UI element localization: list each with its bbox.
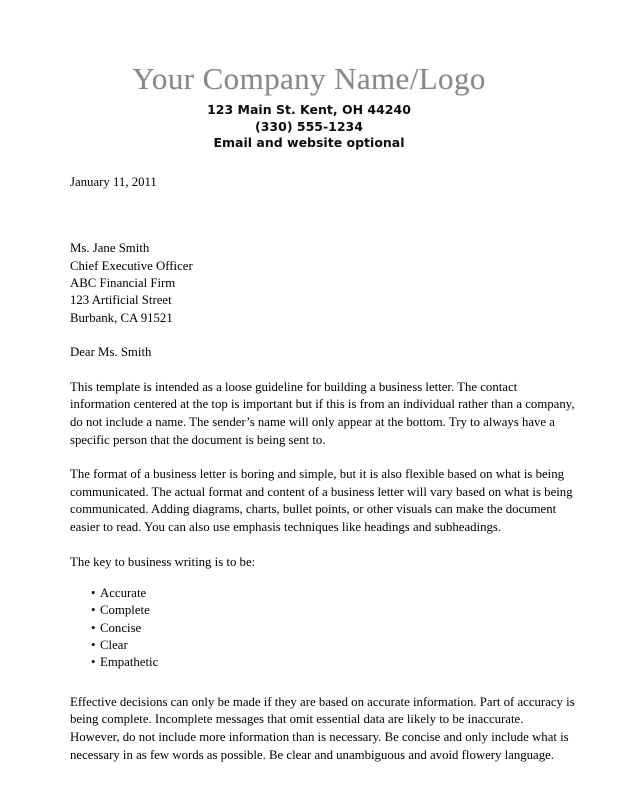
recipient-company: ABC Financial Firm bbox=[70, 275, 176, 290]
list-item bbox=[70, 585, 576, 602]
body-paragraph-3: Effective decisions can only be made if they are based on accurate information. Part of accuracy is being complete. Incomplete messages that omit essential data are likely to be inaccurate. However, do not include more information than is necessary. Be concise and only include what is necessary in as few words as possible. Be clear and unambiguous and avoid flowery language. bbox=[70, 694, 575, 762]
list-item-label: Concise bbox=[100, 620, 142, 635]
contact-phone-line: (330) 555-1234 bbox=[255, 118, 363, 134]
contact-info-block bbox=[0, 102, 618, 152]
bullet-point-icon: • bbox=[91, 603, 96, 618]
body-paragraph-1: This template is intended as a loose guideline for building a business letter. The contact information centered at the top is important but if this is from an individual rather than a company, do not include a name. The sender’s name will only appear at the bottom. Try to always have a specific person that the document is being sent to. bbox=[70, 379, 575, 447]
list-item bbox=[70, 602, 576, 619]
recipient-city-state-zip: Burbank, CA 91521 bbox=[70, 310, 173, 325]
letter-date: January 11, 2011 bbox=[70, 174, 157, 189]
contact-email-website-line: Email and website optional bbox=[213, 135, 405, 150]
company-name-logo: Your Company Name/Logo bbox=[132, 61, 486, 96]
recipient-street: 123 Artificial Street bbox=[70, 293, 172, 308]
recipient-address-block bbox=[70, 240, 576, 327]
list-item-label: Empathetic bbox=[100, 655, 159, 670]
recipient-name: Ms. Jane Smith bbox=[70, 241, 150, 256]
bullet-point-icon: • bbox=[91, 585, 96, 600]
recipient-title: Chief Executive Officer bbox=[70, 258, 193, 273]
body-paragraph-2: The format of a business letter is boring and simple, but it is also flexible based on what is being communicated. The actual format and content of a business letter will vary based on what is being communicated. Adding diagrams, charts, bullet points, or other visuals can make the document easier to read. You can also use emphasis techniques like headings and subheadings. bbox=[70, 467, 573, 534]
list-item-label: Accurate bbox=[100, 585, 147, 600]
list-item bbox=[70, 654, 576, 671]
contact-address-line: 123 Main St. Kent, OH 44240 bbox=[207, 102, 411, 117]
bullet-point-icon: • bbox=[91, 620, 96, 635]
letterhead bbox=[0, 0, 618, 152]
letter-body bbox=[70, 174, 576, 765]
bullet-point-icon: • bbox=[91, 655, 96, 670]
list-item bbox=[70, 620, 576, 637]
bullet-list-intro: The key to business writing is to be: bbox=[70, 555, 256, 570]
list-item-label: Clear bbox=[100, 638, 128, 653]
bullet-point-icon: • bbox=[91, 638, 96, 653]
list-item-label: Complete bbox=[100, 603, 150, 618]
salutation: Dear Ms. Smith bbox=[70, 345, 152, 360]
list-item bbox=[70, 637, 576, 654]
key-points-list bbox=[70, 585, 576, 672]
